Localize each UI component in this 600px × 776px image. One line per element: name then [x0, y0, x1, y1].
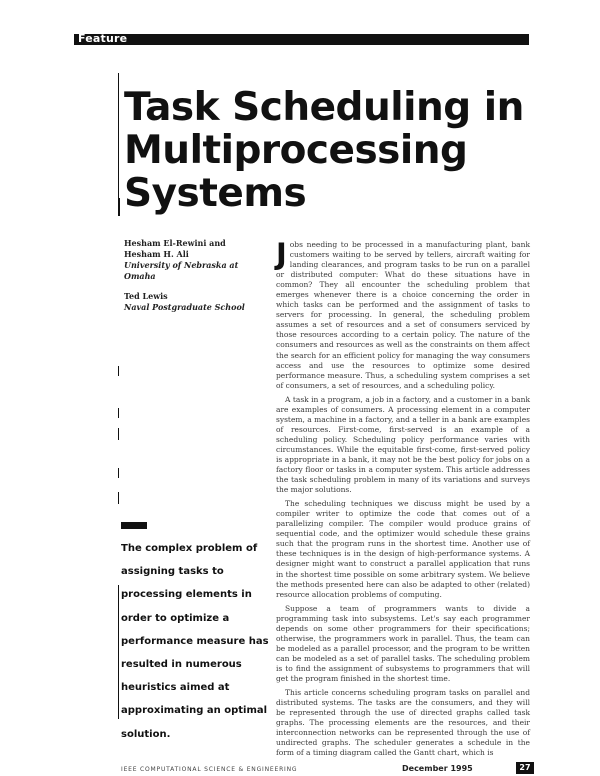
- body-paragraph: Suppose a team of programmers wants to divide a programming task into subsystems. Let's say each programmer depends on some other programmers for their specifications; otherwise, the programmers work in parallel. Thus, the team can be modeled as a parallel processor, and the program to be written can be modeled as a set of parallel tasks. The scheduling problem is to find the assignment of subsystems to programmers that will get the program finished in the shortest time.: [276, 603, 530, 683]
- pull-quote-rule: [118, 585, 119, 719]
- margin-rule: [118, 408, 119, 418]
- section-label: Feature: [78, 32, 128, 45]
- author-affiliation: Naval Postgraduate School: [124, 302, 245, 312]
- margin-rule: [118, 428, 119, 440]
- author-affiliation: University of Nebraska at Omaha: [124, 260, 239, 281]
- margin-rule: [118, 366, 119, 376]
- footer-date: December 1995: [402, 764, 473, 773]
- author-block: [124, 238, 264, 322]
- article-body: [276, 237, 530, 758]
- author-group: [124, 291, 264, 313]
- title-rule-bottom: [118, 198, 120, 216]
- section-header-bar: [74, 34, 529, 45]
- body-paragraph: This article concerns scheduling program tasks on parallel and distributed systems. The tasks are the consumers, and they will be represented through the use of directed graphs called task graphs. The processing elements are the resources, and their interconnection networks can be represented through the use of undirected graphs. The scheduler generates a schedule in the form of a timing diagram called the Gantt chart, which is: [276, 688, 530, 758]
- title-rule: [118, 73, 119, 213]
- pull-quote: The complex problem of assigning tasks to processing elements in order to optimize a performance measure has resulted in numerous heuristics aimed at approximating an optimal solution.: [121, 543, 269, 740]
- body-paragraph: A task in a program, a job in a factory, and a customer in a bank are examples of consumers. A processing element in a computer system, a machine in a factory, and a teller in a bank are examples of resources. First-come, first-served is an example of a scheduling policy. Scheduling policy performance varies with circumstances. While the equitable first-come, first-served policy is appropriate in a bank, it may not be the best policy for jobs on a factory floor or tasks in a computer system. This article addresses the task scheduling problem in many of its variations and surveys the major solutions.: [276, 394, 530, 495]
- author-names: Hesham El-Rewini and Hesham H. Ali: [124, 238, 226, 259]
- author-names: Ted Lewis: [124, 291, 168, 301]
- body-paragraph: The scheduling techniques we discuss might be used by a compiler writer to optimize the code that comes out of a parallelizing compiler. The compiler would produce grains of sequential code, and the optimizer would schedule these grains such that the program runs in the shortest time. Another use of these techniques is in the design of high-performance systems. A designer might want to construct a parallel application that runs in the shortest time possible on some arbitrary system. We believe the methods presented here can also be adapted to other (related) resource allocation problems of computing.: [276, 499, 530, 599]
- pull-quote-marker: [121, 522, 147, 529]
- page-number: 27: [516, 762, 534, 774]
- body-paragraph-text: obs needing to be processed in a manufacturing plant, bank customers waiting to be served by tellers, aircraft waiting for landing clearances, and program tasks to be run on a parallel or distributed computer: What do these situations have in common? They all encounter the scheduling problem that emerges whenever there is a choice concerning the order in which tasks can be performed and the assignment of tasks to servers for processing. In general, the scheduling problem assumes a set of resources and a set of consumers serviced by those resources according to a certain policy. The nature of the consumers and resources as well as the constraints on them affect the search for an efficient policy for managing the way consumers access and use the resources to optimize some desired performance measure. Thus, a scheduling system comprises a set of consumers, a set of resources, and a scheduling policy.: [276, 240, 530, 390]
- margin-rule: [118, 468, 119, 478]
- footer-publication: IEEE COMPUTATIONAL SCIENCE & ENGINEERING: [121, 766, 298, 773]
- article-title: Task Scheduling in Multiprocessing Systems: [124, 85, 524, 216]
- author-group: [124, 238, 264, 282]
- body-paragraph: [276, 237, 530, 391]
- drop-cap: J: [276, 237, 287, 271]
- margin-rule: [118, 492, 119, 504]
